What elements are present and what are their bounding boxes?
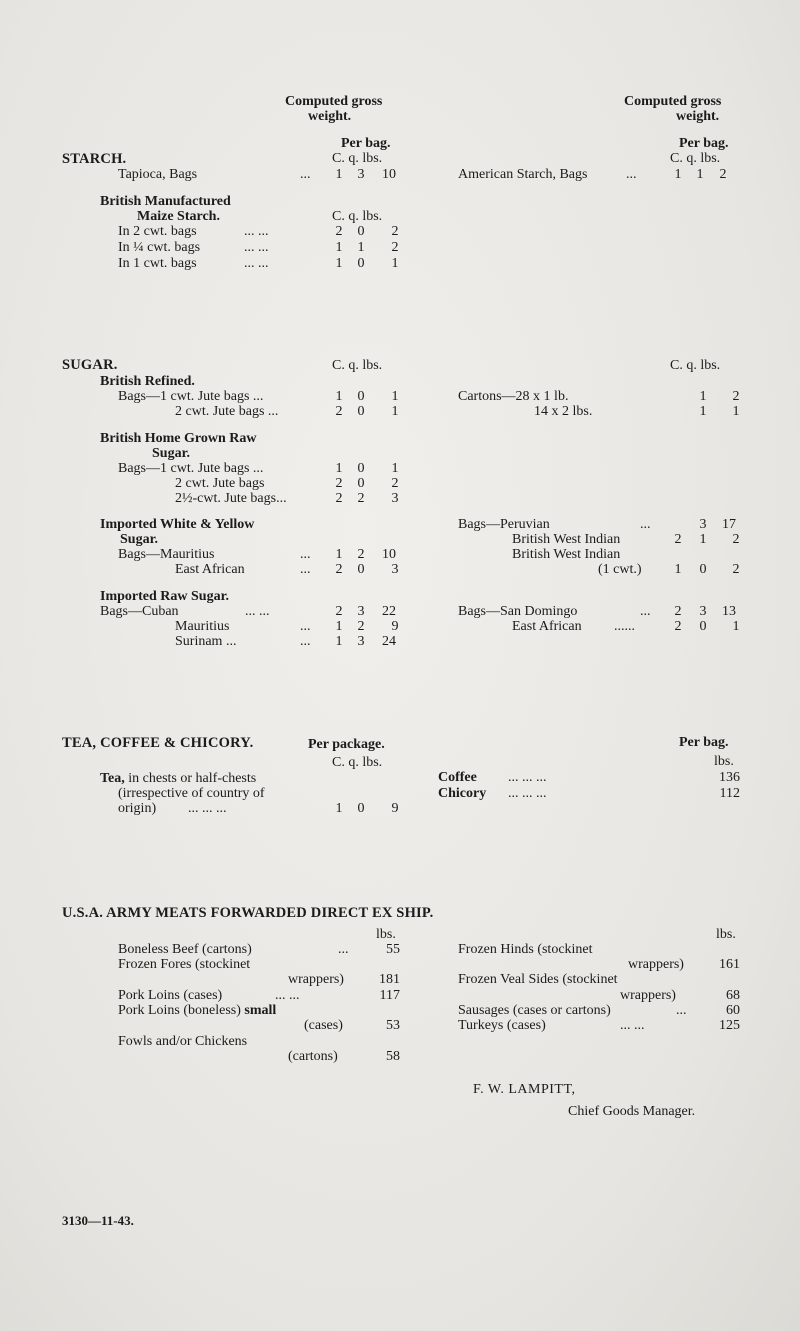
tapioca-c: 1 [335,167,343,182]
imported-white-heading-2: Sugar. [120,532,159,547]
frozen-hinds-lbs: 161 [719,957,740,972]
frozen-hinds-line-1: Frozen Hinds (stockinet [458,942,593,957]
right-per-bag: Per bag. [679,136,729,151]
frozen-fores-line-1: Frozen Fores (stockinet [118,957,251,972]
tea-bold-label: Tea, [100,771,125,786]
right-units: C. q. lbs. [670,151,721,166]
imported-raw-heading: Imported Raw Sugar. [100,589,229,604]
imported-raw-row-lbs: 22 [382,604,396,619]
imported-raw-row-label: Surinam ... [175,634,237,649]
maize-row-q: 0 [357,256,365,271]
tea-line-1-rest: in chests or half-chests [124,771,257,786]
cartons-row-label: 14 x 2 lbs. [534,404,593,419]
pork-loins-lbs: 117 [379,988,400,1003]
left-units: C. q. lbs. [332,151,383,166]
tapioca-q: 3 [357,167,365,182]
sausages-label: Sausages (cases or cartons) [458,1003,611,1018]
refined-row-lbs: 1 [391,389,399,404]
refined-row-c: 2 [335,404,343,419]
maize-row-c: 2 [335,224,343,239]
imported-white-row-q: 2 [357,547,365,562]
cartons-row-q: 1 [699,404,707,419]
refined-row-lbs: 1 [391,404,399,419]
boneless-beef-dots: ... [338,942,349,957]
fowls-line-2: (cartons) [288,1049,338,1064]
tapioca-label: Tapioca, Bags [118,167,198,182]
maize-row-dots: ... ... [244,224,269,239]
east-african-right-q: 0 [699,619,707,634]
san-domingo-q: 3 [699,604,707,619]
right-computed-header: Computed gross [624,94,722,109]
imported-raw-row-q: 3 [357,634,365,649]
frozen-fores-line-2: wrappers) [288,972,344,987]
british-maize-heading-1: British Manufactured [100,194,231,209]
frozen-veal-line-2: wrappers) [620,988,676,1003]
american-starch-label: American Starch, Bags [458,167,588,182]
maize-row-label: In 1 cwt. bags [118,256,197,271]
tea-dots: ... ... ... [188,801,227,816]
meats-lbs-left: lbs. [376,927,396,942]
imported-raw-row-dots: ... ... [245,604,270,619]
bwi-1-lbs: 2 [732,532,740,547]
imported-raw-row-c: 1 [335,619,343,634]
maize-row-lbs: 1 [391,256,399,271]
frozen-hinds-line-2: wrappers) [628,957,684,972]
turkeys-label: Turkeys (cases) [458,1018,546,1033]
american-starch-dots: ... [626,167,637,182]
imported-raw-row-lbs: 24 [382,634,396,649]
maize-row-q: 0 [357,224,365,239]
chicory-dots: ... ... ... [508,786,547,801]
home-row-label: 2 cwt. Jute bags [175,476,265,491]
frozen-fores-lbs: 181 [379,972,400,987]
home-row-c: 2 [335,491,343,506]
sausages-dots: ... [676,1003,687,1018]
refined-row-c: 1 [335,389,343,404]
bwi-1-c: 2 [674,532,682,547]
per-package-header: Per package. [308,737,385,752]
imported-white-row-c: 2 [335,562,343,577]
cartons-row-q: 1 [699,389,707,404]
pork-boneless-small: small [240,1003,277,1018]
home-row-c: 2 [335,476,343,491]
peruvian-q: 3 [699,517,707,532]
imported-raw-row-q: 3 [357,604,365,619]
imported-white-row-label: East African [175,562,245,577]
footer-code: 3130—11-43. [62,1213,134,1228]
refined-row-label: 2 cwt. Jute bags ... [175,404,279,419]
pork-boneless-text: Pork Loins (boneless) [118,1003,241,1018]
refined-row-q: 0 [357,389,365,404]
sausages-lbs: 60 [726,1003,740,1018]
american-starch-lbs: 2 [719,167,727,182]
pork-loins-label: Pork Loins (cases) [118,988,223,1003]
chicory-label: Chicory [438,786,487,801]
tapioca-lbs: 10 [382,167,396,182]
american-starch-c: 1 [674,167,682,182]
imported-raw-row-label: Mauritius [175,619,230,634]
meats-lbs-right: lbs. [716,927,736,942]
imported-raw-row-dots: ... [300,619,311,634]
pork-boneless-line-1 [118,1003,276,1018]
east-african-right-c: 2 [674,619,682,634]
british-maize-heading-2: Maize Starch. [137,209,220,224]
maize-row-dots: ... ... [244,256,269,271]
turkeys-dots: ... ... [620,1018,645,1033]
bwi-1-q: 1 [699,532,707,547]
peruvian-lbs: 17 [722,517,736,532]
maize-row-dots: ... ... [244,240,269,255]
imported-raw-row-dots: ... [300,634,311,649]
imported-white-row-dots: ... [300,547,311,562]
signature-role: Chief Goods Manager. [568,1104,696,1119]
coffee-lbs: 136 [719,770,740,785]
imported-white-row-lbs: 3 [391,562,399,577]
maize-row-q: 1 [357,240,365,255]
imported-white-row-label: Bags—Mauritius [118,547,215,562]
tea-line-1 [100,771,256,786]
east-african-right-dots: ...... [614,619,635,634]
imported-white-row-dots: ... [300,562,311,577]
bwi-2-label: British West Indian [512,547,621,562]
bwi-2-lbs: 2 [732,562,740,577]
home-row-lbs: 3 [391,491,399,506]
fowls-lbs: 58 [386,1049,400,1064]
imported-raw-row-lbs: 9 [391,619,399,634]
tea-section-title: TEA, COFFEE & CHICORY. [62,735,254,751]
imported-raw-row-c: 2 [335,604,343,619]
east-african-right-lbs: 1 [732,619,740,634]
maize-row-lbs: 2 [391,224,399,239]
home-row-c: 1 [335,461,343,476]
refined-row-label: Bags—1 cwt. Jute bags ... [118,389,264,404]
boneless-beef-label: Boneless Beef (cartons) [118,942,252,957]
east-african-right-label: East African [512,619,582,634]
imported-white-row-lbs: 10 [382,547,396,562]
home-row-lbs: 2 [391,476,399,491]
home-grown-heading-2: Sugar. [152,446,191,461]
coffee-label: Coffee [438,770,477,785]
bwi-1-label: British West Indian [512,532,621,547]
tea-q: 0 [357,801,365,816]
turkeys-lbs: 125 [719,1018,740,1033]
pork-boneless-lbs: 53 [386,1018,400,1033]
home-row-label: Bags—1 cwt. Jute bags ... [118,461,264,476]
peruvian-dots: ... [640,517,651,532]
british-maize-units: C. q. lbs. [332,209,383,224]
imported-raw-row-c: 1 [335,634,343,649]
frozen-veal-line-1: Frozen Veal Sides (stockinet [458,972,618,987]
sugar-units-left: C. q. lbs. [332,358,383,373]
tea-line-3: origin) [118,801,157,816]
bwi-2-q: 0 [699,562,707,577]
tea-units: C. q. lbs. [332,755,383,770]
fowls-line-1: Fowls and/or Chickens [118,1034,248,1049]
maize-row-lbs: 2 [391,240,399,255]
british-refined-heading: British Refined. [100,374,195,389]
meats-section-title: U.S.A. ARMY MEATS FORWARDED DIRECT EX SHIP. [62,905,434,921]
coffee-dots: ... ... ... [508,770,547,785]
imported-white-heading-1: Imported White & Yellow [100,517,255,532]
left-per-bag: Per bag. [341,136,391,151]
sugar-title: SUGAR. [62,357,118,373]
american-starch-q: 1 [696,167,704,182]
imported-white-row-q: 0 [357,562,365,577]
chicory-lbs: 112 [719,786,740,801]
right-weight-header: weight. [676,109,720,124]
pork-boneless-line-2: (cases) [304,1018,343,1033]
maize-row-c: 1 [335,256,343,271]
cartons-row-label: Cartons—28 x 1 lb. [458,389,569,404]
tea-lbs-header: lbs. [714,754,734,769]
starch-title: STARCH. [62,151,127,167]
left-weight-header: weight. [308,109,352,124]
pork-loins-dots: ... ... [275,988,300,1003]
tapioca-dots: ... [300,167,311,182]
refined-row-q: 0 [357,404,365,419]
san-domingo-label: Bags—San Domingo [458,604,578,619]
signature-name: F. W. LAMPITT, [473,1082,576,1097]
peruvian-label: Bags—Peruvian [458,517,550,532]
imported-white-row-c: 1 [335,547,343,562]
left-computed-header: Computed gross [285,94,383,109]
maize-row-c: 1 [335,240,343,255]
bwi-2-sub: (1 cwt.) [598,562,642,577]
home-row-label: 2½-cwt. Jute bags... [175,491,287,506]
cartons-row-lbs: 1 [732,404,740,419]
home-row-q: 0 [357,461,365,476]
home-grown-heading-1: British Home Grown Raw [100,431,257,446]
tea-line-2: (irrespective of country of [118,786,265,801]
per-bag-header: Per bag. [679,735,729,750]
san-domingo-dots: ... [640,604,651,619]
san-domingo-c: 2 [674,604,682,619]
maize-row-label: In ¼ cwt. bags [118,240,201,255]
san-domingo-lbs: 13 [722,604,736,619]
boneless-beef-lbs: 55 [386,942,400,957]
imported-raw-row-q: 2 [357,619,365,634]
tea-lbs: 9 [391,801,399,816]
bwi-2-c: 1 [674,562,682,577]
cartons-row-lbs: 2 [732,389,740,404]
imported-raw-row-label: Bags—Cuban [100,604,179,619]
home-row-q: 2 [357,491,365,506]
tea-c: 1 [335,801,343,816]
home-row-lbs: 1 [391,461,399,476]
frozen-veal-lbs: 68 [726,988,740,1003]
maize-row-label: In 2 cwt. bags [118,224,197,239]
sugar-units-right: C. q. lbs. [670,358,721,373]
home-row-q: 0 [357,476,365,491]
